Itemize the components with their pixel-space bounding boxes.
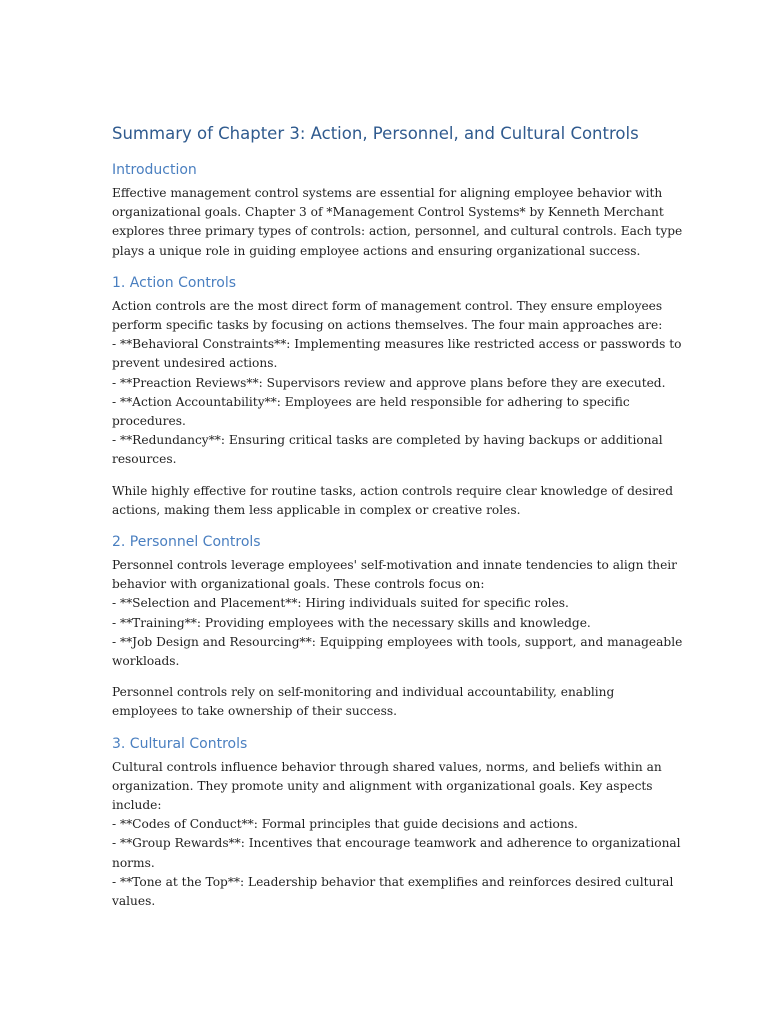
- text-line: resources.: [112, 452, 177, 467]
- text-line: procedures.: [112, 414, 186, 429]
- text-line: prevent undesired actions.: [112, 356, 278, 371]
- personnel-controls-summary: [112, 683, 657, 721]
- heading-action-controls: 1. Action Controls: [112, 274, 237, 291]
- list-item: - **Codes of Conduct**: Formal principles that guide decisions and actions.: [112, 817, 578, 832]
- text-line: behavior with organizational goals. These controls focus on:: [112, 577, 485, 592]
- text-line: perform specific tasks by focusing on actions themselves. The four main approaches are:: [112, 318, 663, 333]
- text-line: Effective management control systems are essential for aligning employee behavior with: [112, 186, 663, 200]
- list-item: - **Behavioral Constraints**: Implementing measures like restricted access or passwords to: [112, 337, 682, 352]
- text-line: Cultural controls influence behavior through shared values, norms, and beliefs within an: [112, 759, 662, 774]
- text-line: Personnel controls rely on self-monitoring and individual accountability, enabling: [112, 685, 615, 700]
- text-line: actions, making them less applicable in complex or creative roles.: [112, 502, 521, 517]
- text-line: plays a unique role in guiding employee actions and ensuring organizational success.: [112, 243, 641, 258]
- text-line: workloads.: [112, 654, 180, 669]
- text-line: Action controls are the most direct form of management control. They ensure employees: [112, 298, 663, 313]
- heading-personnel-controls: 2. Personnel Controls: [112, 534, 261, 551]
- text-line: employees to take ownership of their success.: [112, 704, 397, 719]
- list-item: - **Group Rewards**: Incentives that encourage teamwork and adherence to organizational: [112, 836, 681, 851]
- list-item: - **Preaction Reviews**: Supervisors review and approve plans before they are executed.: [112, 375, 666, 390]
- list-item: - **Tone at the Top**: Leadership behavior that exemplifies and reinforces desired cultural: [112, 874, 674, 889]
- text-line: include:: [112, 798, 162, 813]
- list-item: - **Action Accountability**: Employees are held responsible for adhering to specific: [112, 394, 630, 409]
- list-item: - **Training**: Providing employees with the necessary skills and knowledge.: [112, 615, 591, 630]
- text-line: norms.: [112, 855, 155, 870]
- document-content: [112, 122, 683, 911]
- action-controls-summary: [112, 482, 674, 520]
- text-line: explores three primary types of controls: action, personnel, and cultural controls. Each type: [112, 224, 683, 239]
- action-controls-paragraph: [112, 297, 682, 470]
- text-line: values.: [112, 894, 156, 909]
- text-line: organizational goals. Chapter 3 of *Management Control Systems* by Kenneth Merchant: [112, 205, 664, 220]
- heading-cultural-controls: 3. Cultural Controls: [112, 735, 248, 752]
- document-title: Summary of Chapter 3: Action, Personnel, and Cultural Controls: [112, 124, 639, 143]
- text-line: Personnel controls leverage employees' self-motivation and innate tendencies to align their: [112, 558, 678, 573]
- list-item: - **Selection and Placement**: Hiring individuals suited for specific roles.: [112, 596, 569, 611]
- personnel-controls-paragraph: [112, 556, 683, 671]
- intro-paragraph: [112, 184, 683, 261]
- list-item: - **Redundancy**: Ensuring critical tasks are completed by having backups or additional: [112, 433, 663, 448]
- cultural-controls-paragraph: [112, 758, 681, 912]
- text-line: While highly effective for routine tasks, action controls require clear knowledge of desired: [112, 483, 674, 498]
- list-item: - **Job Design and Resourcing**: Equipping employees with tools, support, and manageable: [112, 634, 683, 649]
- text-line: organization. They promote unity and alignment with organizational goals. Key aspects: [112, 778, 653, 793]
- heading-introduction: Introduction: [112, 162, 197, 178]
